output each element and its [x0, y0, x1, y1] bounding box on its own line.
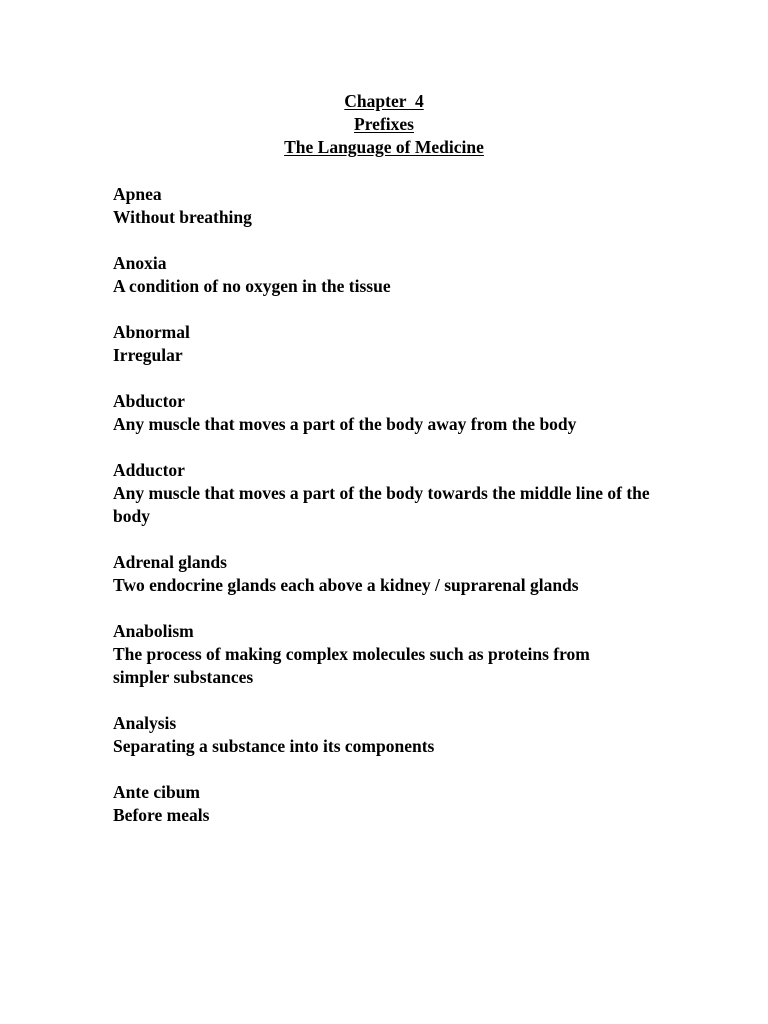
term-entry [113, 321, 673, 367]
term-entry [113, 183, 673, 229]
term-entry [113, 459, 673, 528]
term-entry [113, 390, 673, 436]
chapter-heading: Chapter 4 [344, 91, 424, 111]
term-entry [113, 551, 673, 597]
term: Anabolism [113, 621, 194, 641]
term-entry [113, 252, 673, 298]
definition: Separating a substance into its components [113, 736, 435, 756]
definition: Irregular [113, 345, 183, 365]
term: Abductor [113, 391, 185, 411]
term: Abnormal [113, 322, 190, 342]
definition: Two endocrine glands each above a kidney / suprarenal glands [113, 575, 579, 595]
term-entry [113, 781, 673, 827]
definition: The process of making complex molecules such as proteins from simpler substances [113, 644, 590, 687]
definition: Any muscle that moves a part of the body away from the body [113, 414, 577, 434]
term: Ante cibum [113, 782, 201, 802]
document-title: The Language of Medicine [284, 137, 484, 157]
definition: Before meals [113, 805, 210, 825]
term-list [113, 183, 673, 850]
term: Adrenal glands [113, 552, 227, 572]
section-subtitle: Prefixes [354, 114, 414, 134]
term: Analysis [113, 713, 177, 733]
definition: Any muscle that moves a part of the body towards the middle line of the body [113, 483, 650, 526]
definition: Without breathing [113, 207, 252, 227]
document-header [0, 90, 768, 159]
term: Anoxia [113, 253, 167, 273]
term-entry [113, 712, 673, 758]
term: Adductor [113, 460, 185, 480]
definition: A condition of no oxygen in the tissue [113, 276, 391, 296]
term-entry [113, 620, 673, 689]
term: Apnea [113, 184, 162, 204]
